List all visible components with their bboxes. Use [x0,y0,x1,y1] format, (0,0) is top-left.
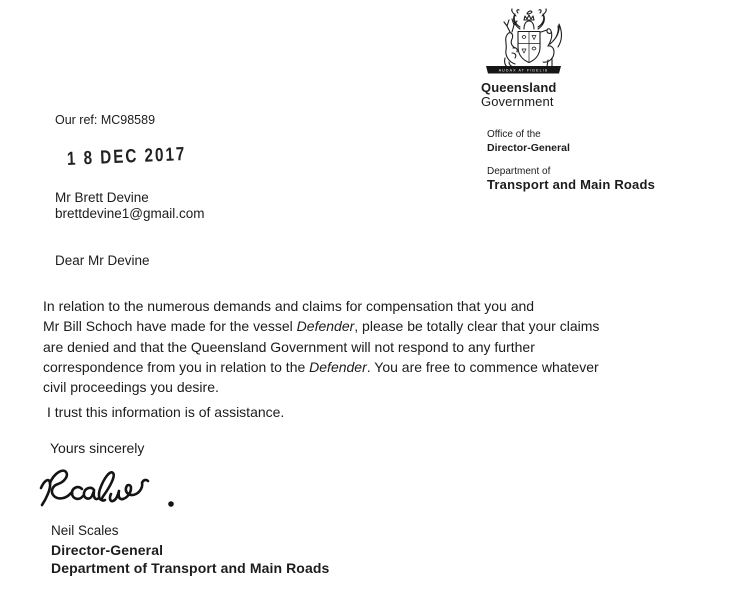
body-line: are denied and that the Queensland Government will not respond to any further [43,338,535,355]
closing-line: I trust this information is of assistance. [47,404,285,420]
vessel-name-italic: Defender [309,358,367,375]
body-text: . You are free to commence whatever [366,358,599,375]
signer-title: Director-General [51,541,164,558]
valediction: Yours sincerely [50,440,145,456]
office-line1: Office of the [487,129,541,140]
department-line2: Transport and Main Roads [487,177,656,192]
recipient-email: brettdevine1@gmail.com [55,206,205,221]
brand-wordmark [481,81,556,108]
office-line2: Director-General [487,141,570,154]
body-paragraph [43,296,599,397]
brand-queensland: Queensland [481,80,557,95]
body-line [43,316,599,336]
department-line1: Department of [487,166,551,177]
date-stamp: 1 8 DEC 2017 [66,144,187,170]
vessel-name-italic: Defender [296,318,355,335]
brand-government: Government [481,93,554,109]
motto-text: AUDAX AT FIDELIS [498,68,549,73]
queensland-coat-of-arms-icon [479,8,579,81]
body-text: , please be totally clear that your claims [354,318,600,335]
body-line: In relation to the numerous demands and claims for compensation that you and [43,298,535,314]
department-block [487,166,655,191]
recipient-block [55,190,205,222]
signer-department: Department of Transport and Main Roads [51,560,330,576]
body-text: correspondence from you in relation to the [43,358,310,375]
body-line: civil proceedings you desire. [43,379,219,396]
signoff-block [51,522,329,578]
recipient-name: Mr Brett Devine [55,190,149,205]
salutation: Dear Mr Devine [55,253,150,268]
signature-scrawl [38,464,188,524]
signer-name: Neil Scales [51,523,119,538]
body-line [43,357,599,377]
signature-dot [168,501,174,507]
reference-line: Our ref: MC98589 [55,113,156,127]
office-block [487,129,570,154]
body-text: Mr Bill Schoch have made for the vessel [43,318,297,335]
